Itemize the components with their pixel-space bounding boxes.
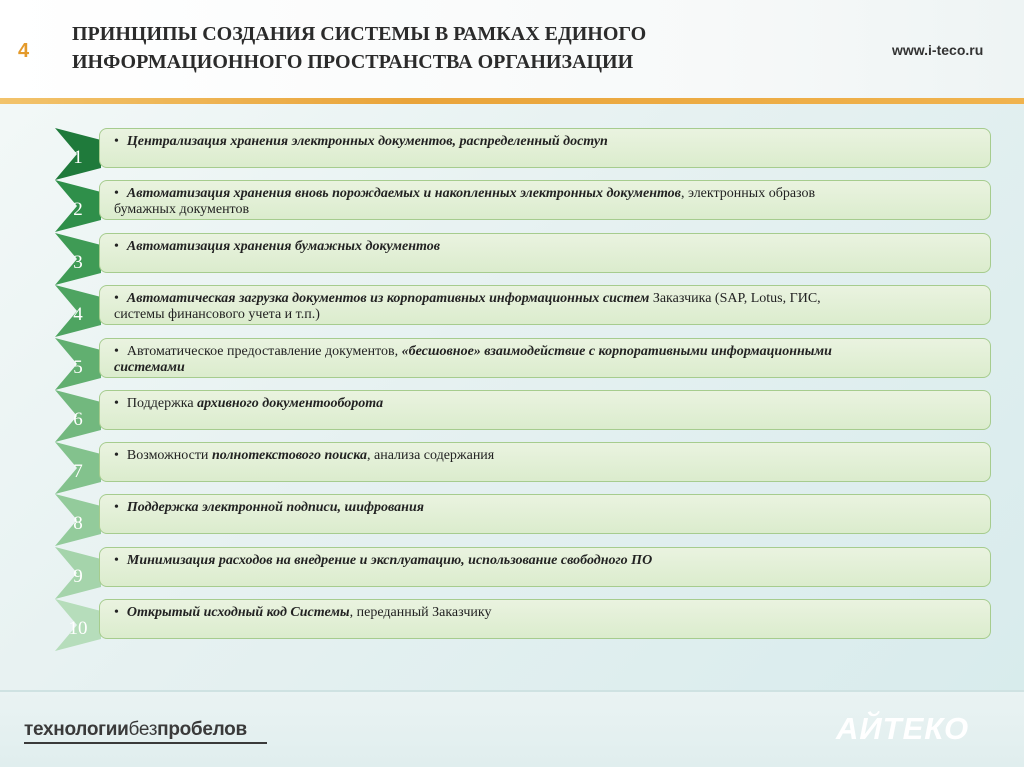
item-number: 7 <box>73 461 83 482</box>
item-text <box>114 500 980 516</box>
item-text <box>114 134 980 150</box>
list-item <box>55 390 995 434</box>
list-item <box>55 494 995 538</box>
item-bar <box>99 338 991 378</box>
item-text-segment: Поддержка <box>126 396 198 411</box>
item-bar <box>99 285 991 325</box>
company-logo: АЙТЕКО <box>836 711 970 746</box>
item-text-segment: системами <box>114 360 185 375</box>
item-text <box>114 186 980 218</box>
tagline-part-1: технологии <box>24 719 129 740</box>
item-bar <box>99 494 991 534</box>
item-text <box>114 448 980 464</box>
bullet-icon: • <box>114 448 119 463</box>
bullet-icon: • <box>114 186 119 201</box>
item-text-segment: Поддержка электронной подписи, шифрования <box>126 500 424 515</box>
item-number: 8 <box>73 513 83 534</box>
item-text <box>114 396 980 412</box>
item-bar <box>99 442 991 482</box>
tagline <box>24 719 247 741</box>
footer-divider <box>0 690 1024 692</box>
item-text-segment: , электронных образов <box>680 186 816 201</box>
tagline-part-3: пробелов <box>157 719 247 740</box>
list-item <box>55 285 995 329</box>
bullet-icon: • <box>114 134 119 149</box>
item-number: 10 <box>68 618 88 639</box>
item-bar <box>99 390 991 430</box>
item-text <box>114 239 980 255</box>
item-number: 1 <box>73 147 83 168</box>
item-bar <box>99 599 991 639</box>
title-line-2: ИНФОРМАЦИОННОГО ПРОСТРАНСТВА ОРГАНИЗАЦИИ <box>72 51 634 73</box>
bullet-icon: • <box>114 500 119 515</box>
item-text-segment: системы финансового учета и т.п.) <box>114 307 320 322</box>
item-text-segment: , переданный Заказчику <box>349 605 492 620</box>
item-number: 3 <box>73 252 83 273</box>
title-line-1: ПРИНЦИПЫ СОЗДАНИЯ СИСТЕМЫ В РАМКАХ ЕДИНОГО <box>72 23 647 45</box>
item-text-segment: Заказчика (SAP, Lotus, ГИС, <box>649 291 821 306</box>
tagline-part-2: без <box>128 719 158 740</box>
site-url[interactable]: www.i-teco.ru <box>892 42 984 58</box>
item-bar <box>99 128 991 168</box>
item-text-segment: полнотекстового поиска <box>211 448 368 463</box>
item-number: 2 <box>73 199 83 220</box>
item-text-segment: бумажных документов <box>114 202 250 217</box>
item-bar <box>99 547 991 587</box>
item-number: 9 <box>73 566 83 587</box>
bullet-icon: • <box>114 291 119 306</box>
bullet-icon: • <box>114 553 119 568</box>
list-item <box>55 180 995 224</box>
item-text <box>114 291 980 323</box>
item-text-segment: Возможности <box>126 448 212 463</box>
item-text-segment: Минимизация расходов на внедрение и эксплуатацию, использование свободного ПО <box>126 553 653 568</box>
item-text-segment: «бесшовное» взаимодействие с корпоративными информационными <box>401 344 832 359</box>
item-text-segment: Открытый исходный код Системы <box>126 605 350 620</box>
item-text-segment: архивного документооборота <box>197 396 384 411</box>
bullet-icon: • <box>114 344 119 359</box>
item-text-segment: Автоматизация хранения вновь порождаемых и накопленных электронных документов <box>126 186 681 201</box>
item-number: 4 <box>73 304 83 325</box>
list-item <box>55 233 995 277</box>
slide-number: 4 <box>18 40 30 62</box>
bullet-icon: • <box>114 239 119 254</box>
bullet-icon: • <box>114 396 119 411</box>
item-text <box>114 605 980 621</box>
item-bar <box>99 180 991 220</box>
item-text-segment: , анализа содержания <box>367 448 495 463</box>
item-text-segment: Автоматическая загрузка документов из корпоративных информационных систем <box>126 291 650 306</box>
item-number: 5 <box>73 357 83 378</box>
item-bar <box>99 233 991 273</box>
tagline-underline <box>24 742 267 744</box>
item-text <box>114 553 980 569</box>
item-text <box>114 344 980 376</box>
item-text-segment: Автоматизация хранения бумажных документов <box>126 239 440 254</box>
list-item <box>55 338 995 382</box>
bullet-icon: • <box>114 605 119 620</box>
item-number: 6 <box>73 409 83 430</box>
list-item <box>55 599 995 643</box>
item-text-segment: Автоматическое предоставление документов, <box>126 344 402 359</box>
list-item <box>55 128 995 172</box>
item-text-segment: Централизация хранения электронных документов, распределенный доступ <box>126 134 608 149</box>
list-item <box>55 547 995 591</box>
list-item <box>55 442 995 486</box>
